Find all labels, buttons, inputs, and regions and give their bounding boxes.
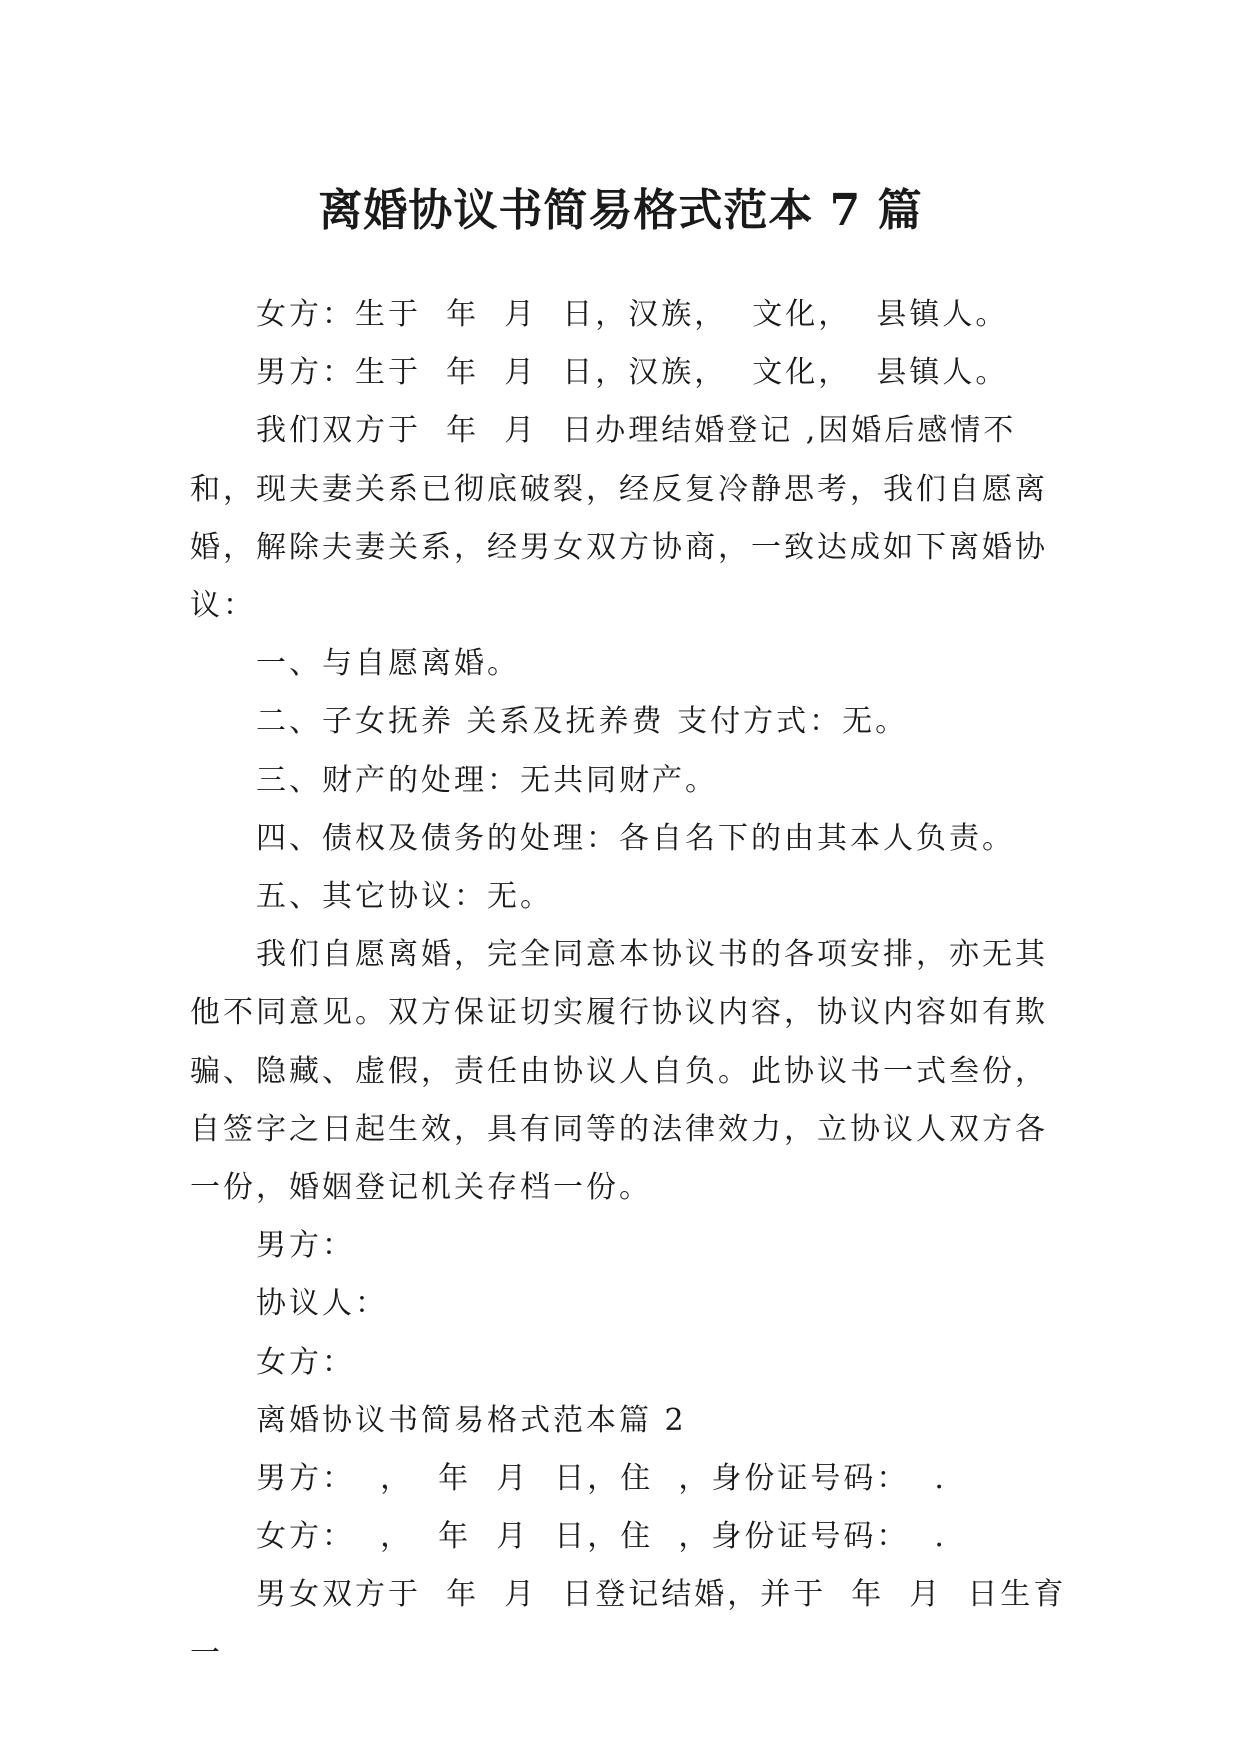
clause-3: 三、财产的处理：无共同财产。 bbox=[256, 762, 718, 798]
paragraph-male-info: 男方： ， 年 月 日，住 ，身份证号码： . bbox=[256, 1461, 947, 1497]
paragraph-marriage-statement: 我们双方于 年 月 日办理结婚登记 ,因婚后感情不和，现夫妻关系已彻底破裂，经反复冷静思考，我们自愿离婚，解除夫妻关系，经男女双方协商，一致达成如下离婚协议： bbox=[190, 413, 1048, 624]
signature-parties: 协议人： bbox=[256, 1286, 388, 1322]
paragraph-agreement-statement: 我们自愿离婚，完全同意本协议书的各项安排，亦无其他不同意见。双方保证切实履行协议内容，协议内容如有欺骗、隐藏、虚假，责任由协议人自负。此协议书一式叁份，自签字之日起生效，具有同等的法律效力，立协议人双方各一份，婚姻登记机关存档一份。 bbox=[190, 937, 1048, 1206]
document-body bbox=[190, 286, 1070, 1683]
paragraph-male-party: 男方：生于 年 月 日，汉族， 文化， 县镇人。 bbox=[256, 355, 1009, 391]
paragraph-female-party: 女方：生于 年 月 日，汉族， 文化， 县镇人。 bbox=[256, 297, 1009, 332]
clause-4: 四、债权及债务的处理：各自名下的由其本人负责。 bbox=[256, 820, 1015, 856]
clause-5: 五、其它协议：无。 bbox=[256, 879, 553, 915]
document-title: 离婚协议书简易格式范本 7 篇 bbox=[318, 185, 923, 237]
paragraph-marriage-registration: 男女双方于 年 月 日登记结婚，并于 年 月 日生育一 bbox=[190, 1577, 1067, 1671]
paragraph-female-info: 女方： ， 年 月 日，住 ，身份证号码： . bbox=[256, 1519, 947, 1555]
clause-2: 二、子女抚养 关系及抚养费 支付方式：无。 bbox=[256, 704, 909, 740]
signature-male: 男方： bbox=[256, 1228, 355, 1264]
section-heading-2: 离婚协议书简易格式范本篇 2 bbox=[256, 1402, 687, 1438]
clause-1: 一、与自愿离婚。 bbox=[256, 646, 520, 682]
signature-female: 女方： bbox=[256, 1344, 355, 1380]
